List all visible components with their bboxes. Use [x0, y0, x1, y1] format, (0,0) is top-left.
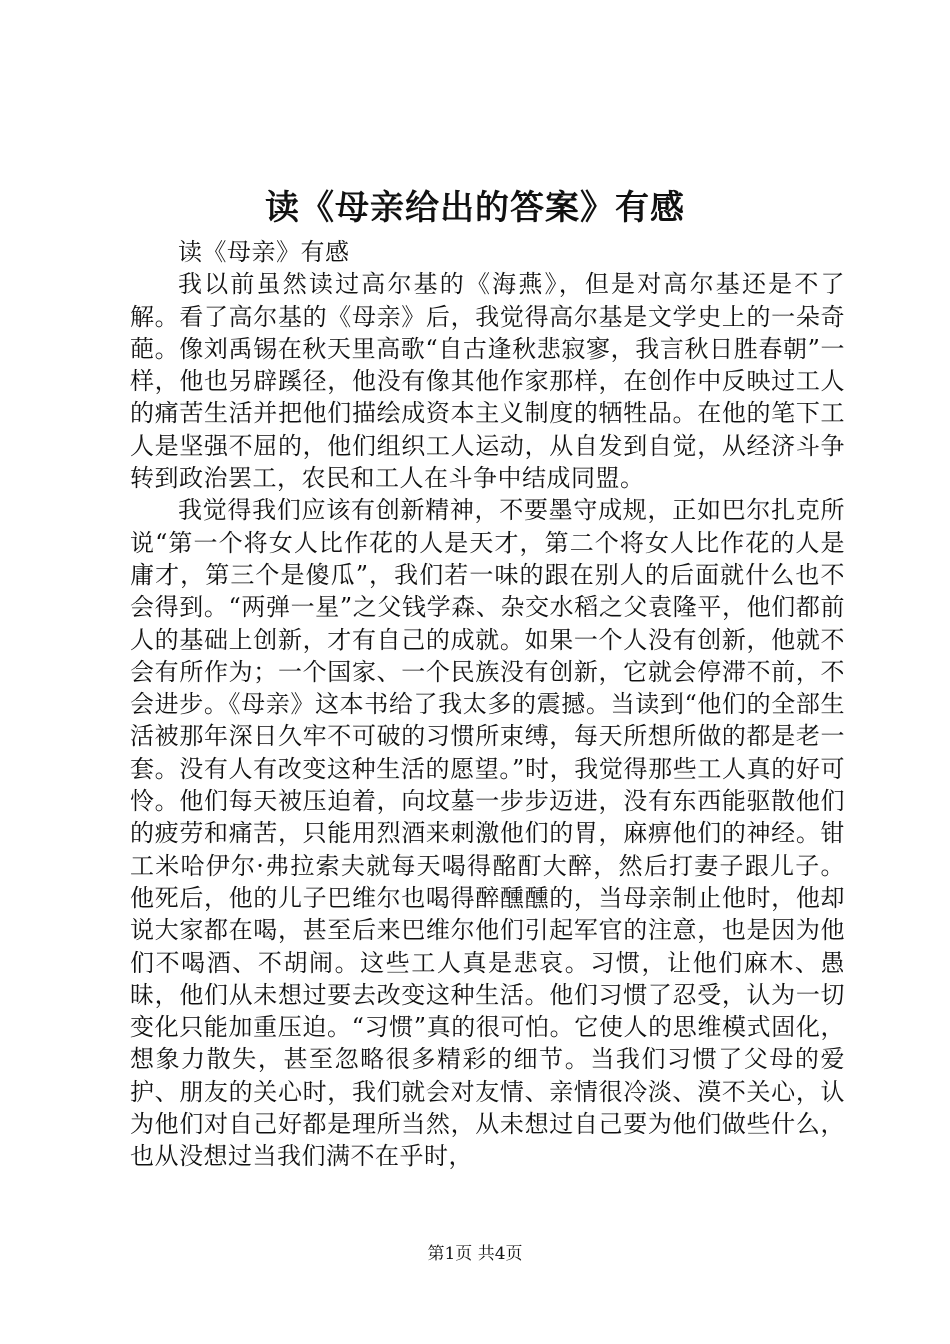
paragraph-1: 我以前虽然读过高尔基的《海燕》，但是对高尔基还是不了解。看了高尔基的《母亲》后，我觉得高尔基是文学史上的一朵奇葩。像刘禹锡在秋天里高歌“自古逢秋悲寂寥，我言秋日胜春朝”一样，他也另辟蹊径，他没有像其他作家那样，在创作中反映过工人的痛苦生活并把他们描绘成资本主义制度的牺牲品。在他的笔下工人是坚强不屈的，他们组织工人运动，从自发到自觉，从经济斗争转到政治罢工，农民和工人在斗争中结成同盟。: [130, 270, 845, 493]
paragraph-2: 我觉得我们应该有创新精神，不要墨守成规，正如巴尔扎克所说“第一个将女人比作花的人是天才，第二个将女人比作花的人是庸才，第三个是傻瓜”，我们若一味的跟在别人的后面就什么也不会得到。“两弹一星”之父钱学森、杂交水稻之父袁隆平，他们都前人的基础上创新，才有自己的成就。如果一个人没有创新，他就不会有所作为；一个国家、一个民族没有创新，它就会停滞不前，不会进步。《母亲》这本书给了我太多的震撼。当读到“他们的全部生活被那年深日久牢不可破的习惯所束缚，每天所想所做的都是老一套。没有人有改变这种生活的愿望。”时，我觉得那些工人真的好可怜。他们每天被压迫着，向坟墓一步步迈进，没有东西能驱散他们的疲劳和痛苦，只能用烈酒来刺激他们的胃，麻痹他们的神经。钳工米哈伊尔·弗拉索夫就每天喝得酩酊大醉，然后打妻子跟儿子。他死后，他的儿子巴维尔也喝得醉醺醺的，当母亲制止他时，他却说大家都在喝，甚至后来巴维尔他们引起军官的注意，也是因为他们不喝酒、不胡闹。这些工人真是悲哀。习惯，让他们麻木、愚昧，他们从未想过要去改变这种生活。他们习惯了忍受，认为一切变化只能加重压迫。“习惯”真的很可怕。它使人的思维模式固化，想象力散失，甚至忽略很多精彩的细节。当我们习惯了父母的爱护、朋友的关心时，我们就会对友情、亲情很冷淡、漠不关心，认为他们对自己好都是理所当然，从未想过自己要为他们做些什么，也从没想过当我们满不在乎时，: [130, 496, 845, 1171]
page-footer: 第1页 共4页: [427, 1244, 523, 1264]
document-subtitle: 读《母亲》有感: [178, 238, 350, 266]
document-title: 读《母亲给出的答案》有感: [265, 188, 685, 228]
document-body: [130, 236, 845, 1173]
